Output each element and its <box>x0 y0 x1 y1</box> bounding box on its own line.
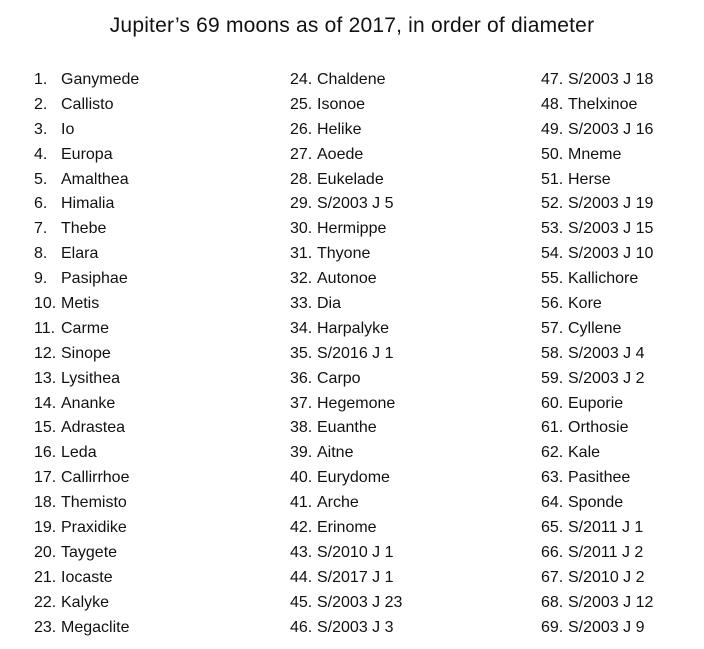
list-item <box>34 441 139 466</box>
list-item <box>541 292 653 317</box>
list-item <box>541 566 653 591</box>
moon-rank: 45. <box>290 593 313 611</box>
moon-rank: 8. <box>34 245 48 263</box>
list-item <box>290 342 402 367</box>
list-item <box>290 242 402 267</box>
moon-name: Kore <box>568 295 602 313</box>
moon-rank: 25. <box>290 95 313 113</box>
moon-rank: 15. <box>34 419 57 437</box>
list-item <box>34 466 139 491</box>
moon-name: Cyllene <box>568 319 622 337</box>
list-item <box>541 466 653 491</box>
moon-name: Eukelade <box>317 170 384 188</box>
moon-name: Thelxinoe <box>568 95 638 113</box>
list-item <box>541 93 653 118</box>
moon-rank: 26. <box>290 120 313 138</box>
moon-rank: 12. <box>34 344 57 362</box>
moon-rank: 38. <box>290 419 313 437</box>
moon-name: Hegemone <box>317 394 396 412</box>
list-item <box>290 616 402 641</box>
list-item <box>541 342 653 367</box>
moon-column-3 <box>541 68 653 640</box>
list-item <box>34 342 139 367</box>
moon-rank: 28. <box>290 170 313 188</box>
moon-name: S/2003 J 15 <box>568 220 654 238</box>
moon-rank: 62. <box>541 444 564 462</box>
moon-name: Thyone <box>317 245 371 263</box>
list-item <box>541 616 653 641</box>
moon-name: Praxidike <box>61 519 127 537</box>
moon-name: Himalia <box>61 195 115 213</box>
moon-name: S/2003 J 5 <box>317 195 394 213</box>
list-item <box>541 441 653 466</box>
moon-name: Ganymede <box>61 71 140 88</box>
moon-rank: 52. <box>541 195 564 213</box>
moon-name: Lysithea <box>61 369 120 387</box>
moon-rank: 27. <box>290 145 313 163</box>
moon-name: Eurydome <box>317 469 390 487</box>
moon-rank: 16. <box>34 444 57 462</box>
moon-rank: 23. <box>34 618 57 636</box>
moon-name: S/2003 J 23 <box>317 593 403 611</box>
moon-name: Euanthe <box>317 419 377 437</box>
list-item <box>290 68 402 93</box>
moon-rank: 35. <box>290 344 313 362</box>
list-item <box>34 217 139 242</box>
moon-name: Thebe <box>61 220 107 238</box>
list-item <box>541 192 653 217</box>
list-item <box>290 516 402 541</box>
list-item <box>541 541 653 566</box>
list-item <box>541 143 653 168</box>
moon-rank: 47. <box>541 71 564 88</box>
moon-name: Metis <box>61 295 100 313</box>
moon-name: Carme <box>61 319 110 337</box>
moon-name: Amalthea <box>61 170 129 188</box>
moon-name: Leda <box>61 444 97 462</box>
page-title: Jupiter’s 69 moons as of 2017, in order of diameter <box>109 14 595 37</box>
moon-rank: 65. <box>541 519 564 537</box>
list-item <box>290 292 402 317</box>
moon-rank: 10. <box>34 295 57 313</box>
moon-rank: 68. <box>541 593 564 611</box>
list-item <box>541 118 653 143</box>
list-item <box>541 317 653 342</box>
moon-rank: 51. <box>541 170 564 188</box>
moon-name: Autonoe <box>317 270 377 288</box>
moon-name: S/2010 J 1 <box>317 543 394 561</box>
moon-name: Elara <box>61 245 99 263</box>
list-item <box>290 217 402 242</box>
moon-rank: 53. <box>541 220 564 238</box>
list-item <box>290 192 402 217</box>
moon-rank: 55. <box>541 270 564 288</box>
moon-name: Dia <box>317 295 342 313</box>
moon-name: Iocaste <box>61 568 113 586</box>
list-item <box>290 441 402 466</box>
moon-name: Kale <box>568 444 601 462</box>
list-item <box>34 367 139 392</box>
moon-rank: 41. <box>290 494 313 512</box>
list-item <box>34 267 139 292</box>
list-item <box>290 466 402 491</box>
list-item <box>290 491 402 516</box>
list-item <box>34 541 139 566</box>
moon-rank: 5. <box>34 170 48 188</box>
list-item <box>290 118 402 143</box>
moon-name: Herse <box>568 170 611 188</box>
list-item <box>541 367 653 392</box>
moon-name: Harpalyke <box>317 319 390 337</box>
list-item <box>34 292 139 317</box>
list-item <box>34 516 139 541</box>
moon-rank: 56. <box>541 295 564 313</box>
list-item <box>34 566 139 591</box>
moon-rank: 3. <box>34 120 48 138</box>
moon-name: Helike <box>317 120 362 138</box>
moon-rank: 11. <box>34 319 56 337</box>
moon-rank: 6. <box>34 195 48 213</box>
list-item <box>34 118 139 143</box>
moon-name: Erinome <box>317 519 377 537</box>
moon-name: S/2003 J 9 <box>568 618 645 636</box>
list-item <box>290 317 402 342</box>
list-item <box>34 93 139 118</box>
list-item <box>34 242 139 267</box>
list-item <box>541 516 653 541</box>
moon-rank: 30. <box>290 220 313 238</box>
moon-rank: 33. <box>290 295 313 313</box>
moon-name: Callirrhoe <box>61 469 130 487</box>
moon-name: Hermippe <box>317 220 387 238</box>
list-item <box>290 591 402 616</box>
moon-name: S/2003 J 19 <box>568 195 654 213</box>
moon-name: S/2003 J 12 <box>568 593 654 611</box>
moon-name: Taygete <box>61 543 118 561</box>
moon-name: Pasiphae <box>61 270 128 288</box>
list-item <box>290 541 402 566</box>
list-item <box>34 416 139 441</box>
moon-name: Chaldene <box>317 71 386 88</box>
moon-name: S/2011 J 1 <box>568 519 644 537</box>
moon-rank: 42. <box>290 519 313 537</box>
list-item <box>290 416 402 441</box>
moon-rank: 64. <box>541 494 564 512</box>
list-item <box>34 616 139 641</box>
moon-column-1 <box>34 68 139 640</box>
moon-rank: 63. <box>541 469 564 487</box>
moon-rank: 54. <box>541 245 564 263</box>
moon-rank: 37. <box>290 394 313 412</box>
moon-rank: 1. <box>34 71 48 88</box>
list-item <box>34 143 139 168</box>
moon-rank: 50. <box>541 145 564 163</box>
moon-rank: 20. <box>34 543 57 561</box>
moon-name: S/2016 J 1 <box>317 344 394 362</box>
list-item <box>541 392 653 417</box>
list-item <box>290 143 402 168</box>
moon-rank: 61. <box>541 419 564 437</box>
moon-name: Sponde <box>568 494 624 512</box>
moon-rank: 18. <box>34 494 57 512</box>
moon-rank: 49. <box>541 120 564 138</box>
moon-name: Kalyke <box>61 593 110 611</box>
moon-rank: 67. <box>541 568 564 586</box>
list-item <box>541 242 653 267</box>
moon-name: Aitne <box>317 444 354 462</box>
list-item <box>34 192 139 217</box>
list-item <box>290 566 402 591</box>
moon-rank: 17. <box>34 469 57 487</box>
list-item <box>290 93 402 118</box>
moon-rank: 48. <box>541 95 564 113</box>
moon-rank: 22. <box>34 593 57 611</box>
moon-name: Carpo <box>317 369 361 387</box>
moon-rank: 32. <box>290 270 313 288</box>
list-item <box>34 168 139 193</box>
moon-rank: 24. <box>290 71 313 88</box>
moon-rank: 46. <box>290 618 313 636</box>
moon-rank: 19. <box>34 519 57 537</box>
moon-name: Callisto <box>61 95 114 113</box>
list-item <box>34 491 139 516</box>
moon-name: Orthosie <box>568 419 629 437</box>
moon-name: Isonoe <box>317 95 366 113</box>
moon-rank: 58. <box>541 344 564 362</box>
moon-name: S/2011 J 2 <box>568 543 644 561</box>
moon-rank: 36. <box>290 369 313 387</box>
moon-rank: 31. <box>290 245 313 263</box>
moon-rank: 69. <box>541 618 564 636</box>
moon-name: Io <box>61 120 75 138</box>
moon-rank: 39. <box>290 444 313 462</box>
list-item <box>541 416 653 441</box>
moon-name: Euporie <box>568 394 624 412</box>
list-item <box>290 367 402 392</box>
moon-rank: 43. <box>290 543 313 561</box>
moon-name: Megaclite <box>61 618 130 636</box>
moon-rank: 60. <box>541 394 564 412</box>
moon-name: Ananke <box>61 394 116 412</box>
moon-rank: 14. <box>34 394 57 412</box>
moon-rank: 66. <box>541 543 564 561</box>
moon-name: Pasithee <box>568 469 631 487</box>
moon-rank: 44. <box>290 568 313 586</box>
moon-name: Themisto <box>61 494 127 512</box>
list-item <box>541 168 653 193</box>
list-item <box>34 392 139 417</box>
moon-name: S/2003 J 10 <box>568 245 654 263</box>
list-item <box>541 68 653 93</box>
moon-name: S/2003 J 18 <box>568 71 654 88</box>
moon-name: S/2003 J 16 <box>568 120 654 138</box>
moon-rank: 34. <box>290 319 313 337</box>
moon-name: Mneme <box>568 145 622 163</box>
list-item <box>290 392 402 417</box>
moon-name: S/2010 J 2 <box>568 568 645 586</box>
list-item <box>541 217 653 242</box>
moon-name: Europa <box>61 145 113 163</box>
moon-rank: 57. <box>541 319 564 337</box>
moon-rank: 2. <box>34 95 48 113</box>
moon-name: Arche <box>317 494 359 512</box>
moon-name: Kallichore <box>568 270 639 288</box>
moon-name: Adrastea <box>61 419 126 437</box>
moon-rank: 29. <box>290 195 313 213</box>
moon-rank: 4. <box>34 145 48 163</box>
moon-column-2 <box>290 68 402 640</box>
moon-rank: 9. <box>34 270 48 288</box>
list-item <box>541 491 653 516</box>
moon-name: S/2017 J 1 <box>317 568 394 586</box>
list-item <box>34 591 139 616</box>
moon-name: S/2003 J 3 <box>317 618 394 636</box>
moon-rank: 21. <box>34 568 57 586</box>
list-item <box>290 168 402 193</box>
moon-rank: 59. <box>541 369 564 387</box>
moon-rank: 13. <box>34 369 57 387</box>
moon-name: Aoede <box>317 145 364 163</box>
moon-rank: 7. <box>34 220 48 238</box>
moon-name: S/2003 J 2 <box>568 369 645 387</box>
list-item <box>290 267 402 292</box>
moon-rank: 40. <box>290 469 313 487</box>
moon-name: Sinope <box>61 344 111 362</box>
moon-name: S/2003 J 4 <box>568 344 645 362</box>
list-item <box>541 267 653 292</box>
list-item <box>34 317 139 342</box>
list-item <box>34 68 139 93</box>
list-item <box>541 591 653 616</box>
